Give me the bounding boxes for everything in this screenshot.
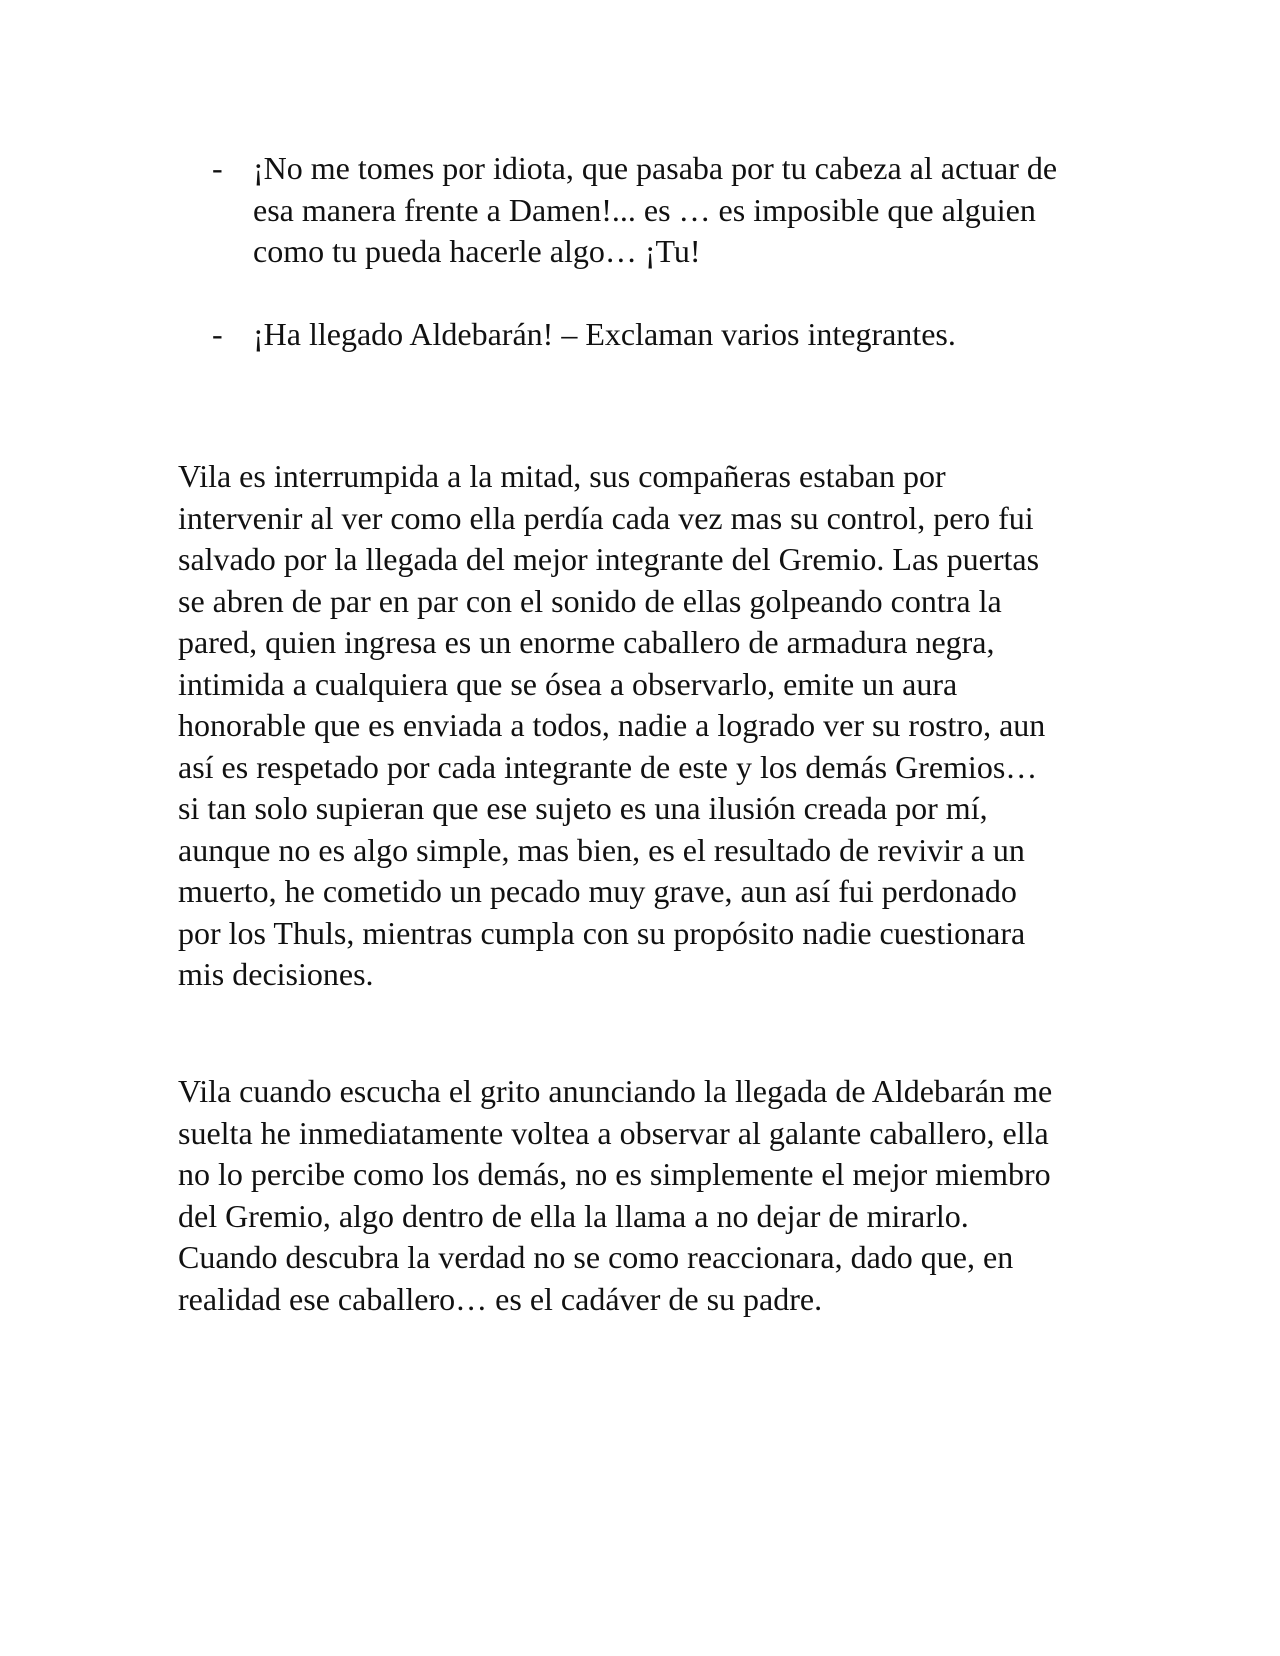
dialogue-dash: - — [212, 150, 223, 186]
text-line: ¡Ha llegado Aldebarán! – Exclaman varios integrantes. — [253, 316, 956, 352]
text-line: salvado por la llegada del mejor integrante del Gremio. Las puertas — [178, 541, 1040, 577]
text-line: no lo percibe como los demás, no es simplemente el mejor miembro — [178, 1156, 1051, 1192]
text-line: mis decisiones. — [178, 956, 374, 992]
text-line: como tu pueda hacerle algo… ¡Tu! — [253, 233, 701, 269]
text-line: se abren de par en par con el sonido de ellas golpeando contra la — [178, 582, 1002, 619]
text-line: Cuando descubra la verdad no se como reaccionara, dado que, en — [178, 1239, 1014, 1275]
dialogue-dash: - — [212, 316, 223, 352]
text-line: aunque no es algo simple, mas bien, es el resultado de revivir a un — [178, 831, 1025, 868]
text-line: si tan solo supieran que ese sujeto es una ilusión creada por mí, — [178, 790, 988, 826]
text-line: Vila cuando escucha el grito anunciando la llegada de Aldebarán me — [178, 1073, 1053, 1109]
body-paragraph-1 — [178, 456, 1118, 996]
text-line: intervenir al ver como ella perdía cada vez mas su control, pero fui — [178, 499, 1034, 536]
text-line: del Gremio, algo dentro de ella la llama a no dejar de mirarlo. — [178, 1197, 969, 1234]
text-line: intimida a cualquiera que se ósea a observarlo, emite un aura — [178, 665, 958, 702]
text-line: ¡No me tomes por idiota, que pasaba por tu cabeza al actuar de — [253, 150, 1058, 186]
text-line: esa manera frente a Damen!... es … es imposible que alguien — [253, 191, 1036, 228]
text-line: honorable que es enviada a todos, nadie a logrado ver su rostro, aun — [178, 707, 1046, 743]
text-line: muerto, he cometido un pecado muy grave, aun así fui perdonado — [178, 873, 1017, 909]
dialogue-text — [253, 148, 1113, 273]
text-line: por los Thuls, mientras cumpla con su propósito nadie cuestionara — [178, 914, 1026, 951]
text-line: realidad ese caballero… es el cadáver de su padre. — [178, 1280, 823, 1317]
body-paragraph-2 — [178, 1071, 1118, 1320]
text-line: suelta he inmediatamente voltea a observar al galante caballero, ella — [178, 1114, 1049, 1151]
text-line: Vila es interrumpida a la mitad, sus compañeras estaban por — [178, 458, 946, 494]
text-line: pared, quien ingresa es un enorme caballero de armadura negra, — [178, 624, 995, 660]
text-line: así es respetado por cada integrante de este y los demás Gremios… — [178, 748, 1038, 785]
dialogue-text — [253, 314, 1113, 356]
